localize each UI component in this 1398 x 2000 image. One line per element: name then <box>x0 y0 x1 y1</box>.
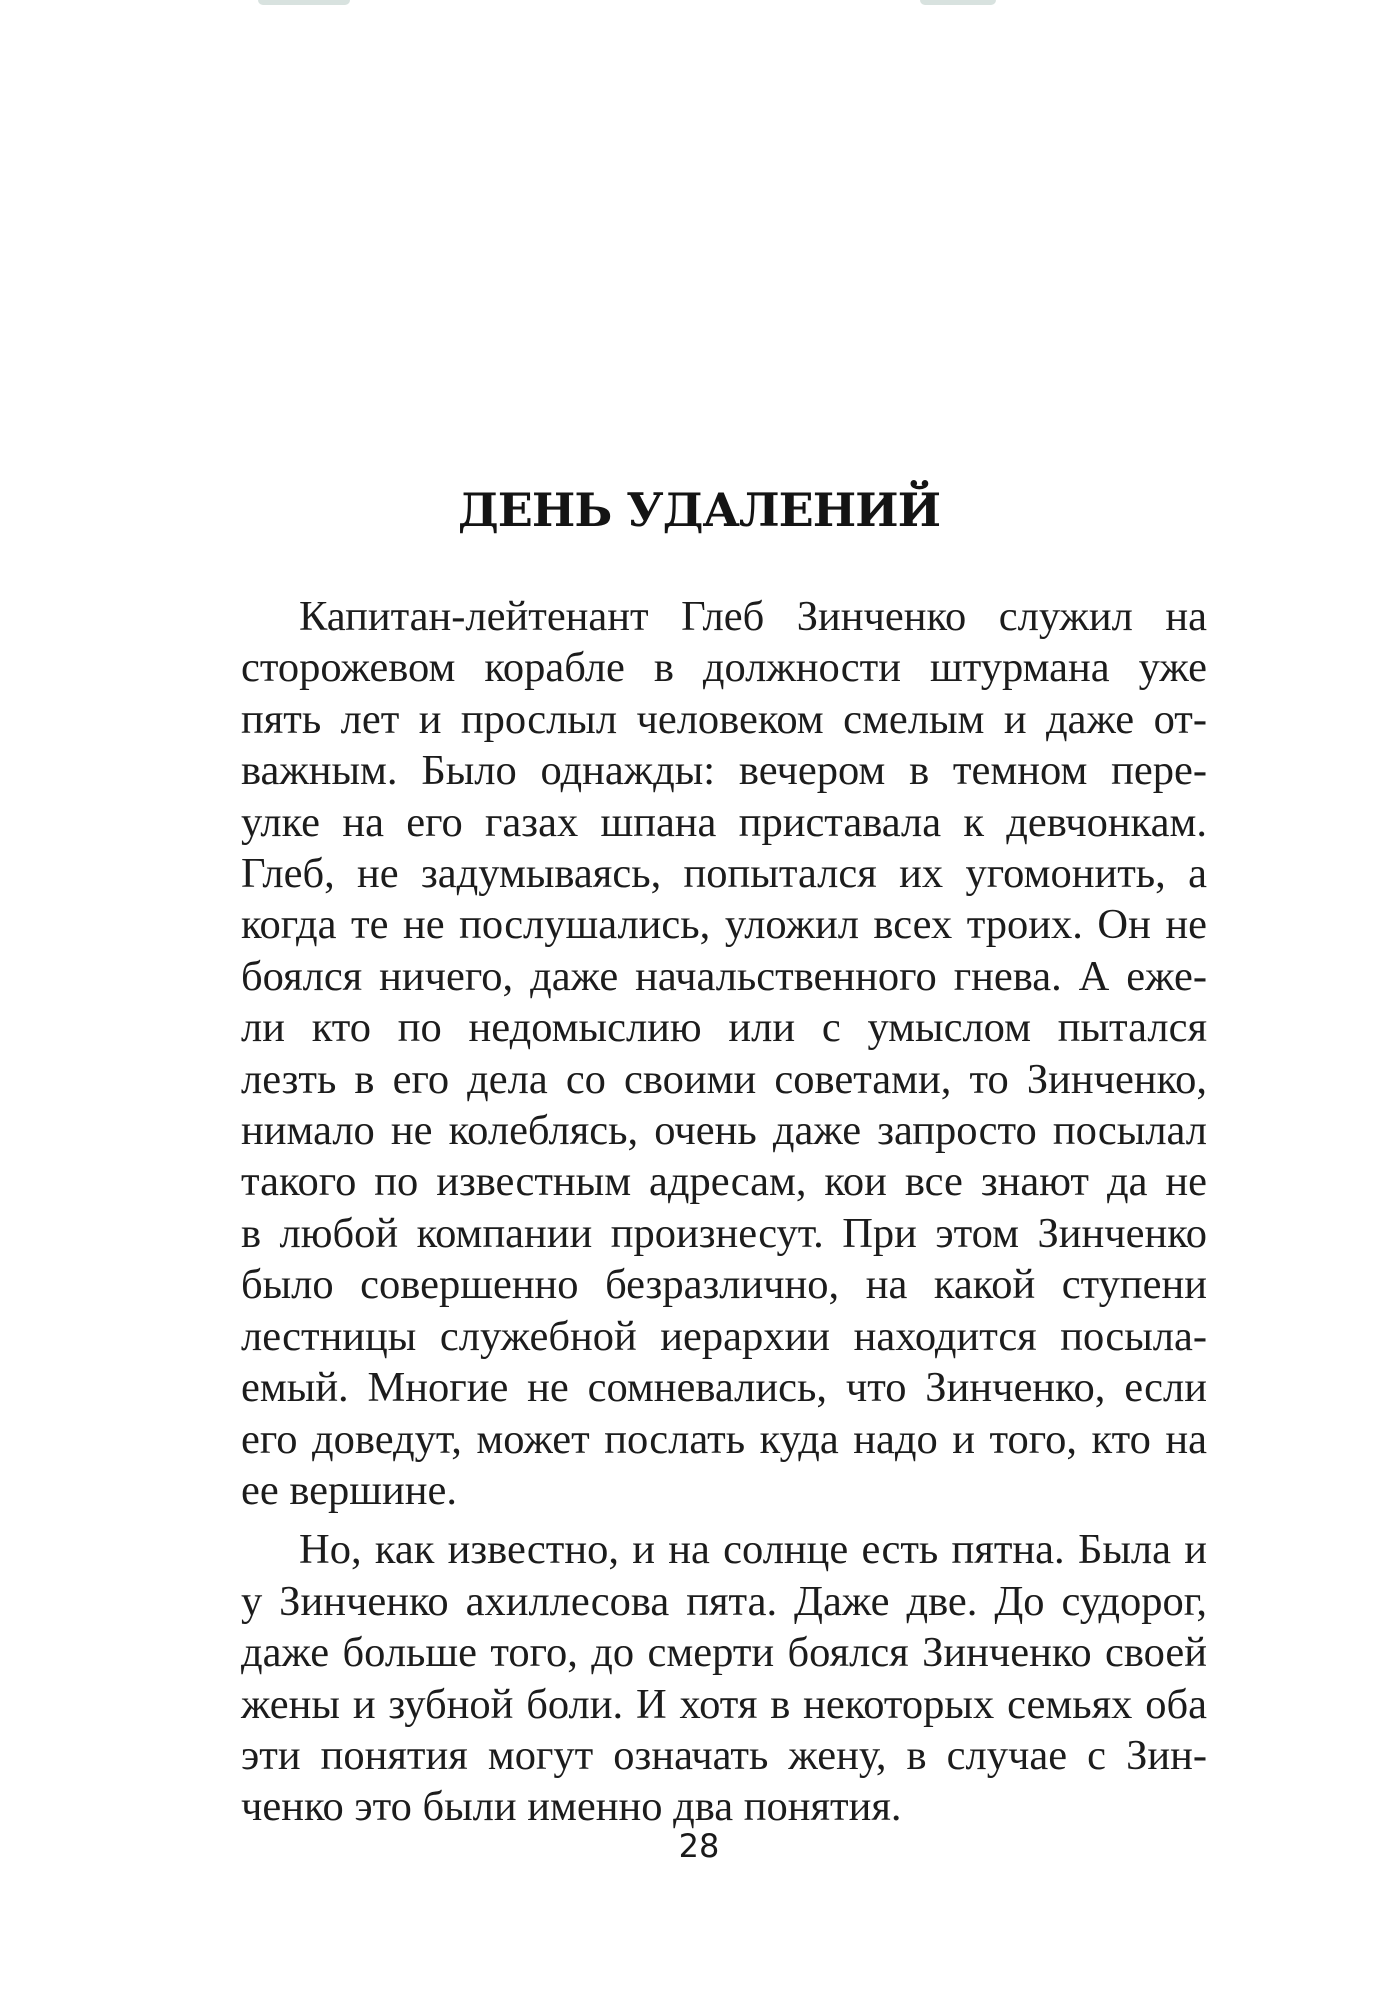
text-line: сторожевом корабле в должности штурмана уже <box>241 644 1207 692</box>
page-number: 28 <box>678 1827 720 1865</box>
text-line: было совершенно безразлично, на какой ступени <box>241 1261 1207 1309</box>
text-line: у Зинченко ахиллесова пята. Даже две. До судорог, <box>241 1577 1207 1625</box>
text-line: Капитан-лейтенант Глеб Зинченко служил на <box>299 593 1207 640</box>
text-line: боялся ничего, даже начальственного гнева. А еже- <box>241 952 1207 1000</box>
text-line: эти понятия могут означать жену, в случае с Зин- <box>241 1731 1207 1779</box>
chapter-body <box>241 591 1207 1833</box>
scan-edge-mark <box>920 0 996 5</box>
text-line: емый. Многие не сомневались, что Зинченко, если <box>241 1364 1207 1412</box>
text-line: в любой компании произнесут. При этом Зинченко <box>241 1209 1207 1257</box>
text-line: ченко это были именно два понятия. <box>241 1783 902 1831</box>
text-line: важным. Было однажды: вечером в темном пере- <box>241 747 1207 795</box>
paragraph <box>241 591 1207 1516</box>
chapter-title: ДЕНЬ УДАЛЕНИЙ <box>457 483 941 537</box>
paragraph <box>241 1524 1207 1832</box>
text-line: такого по известным адресам, кои все знают да не <box>241 1158 1207 1206</box>
text-line: лестницы служебной иерархии находится посыла- <box>241 1312 1207 1360</box>
text-line: ее вершине. <box>241 1466 457 1514</box>
text-line: Глеб, не задумываясь, попытался их угомонить, а <box>241 850 1207 898</box>
text-line: нимало не колеблясь, очень даже запросто посылал <box>241 1107 1207 1155</box>
text-line: жены и зубной боли. И хотя в некоторых семьях оба <box>241 1680 1207 1728</box>
text-line: лезть в его дела со своими советами, то Зинченко, <box>241 1055 1207 1103</box>
text-line: когда те не послушались, уложил всех троих. Он не <box>241 901 1207 949</box>
text-line: ли кто по недомыслию или с умыслом пытался <box>241 1004 1207 1052</box>
text-line: его доведут, может послать куда надо и того, кто на <box>241 1415 1207 1463</box>
text-line: улке на его газах шпана приставала к девчонкам. <box>241 798 1207 846</box>
text-line: даже больше того, до смерти боялся Зинченко своей <box>241 1629 1207 1677</box>
scan-edge-mark <box>258 0 350 5</box>
text-line: пять лет и прослыл человеком смелым и даже от- <box>241 695 1207 743</box>
text-line: Но, как известно, и на солнце есть пятна. Была и <box>299 1526 1207 1574</box>
